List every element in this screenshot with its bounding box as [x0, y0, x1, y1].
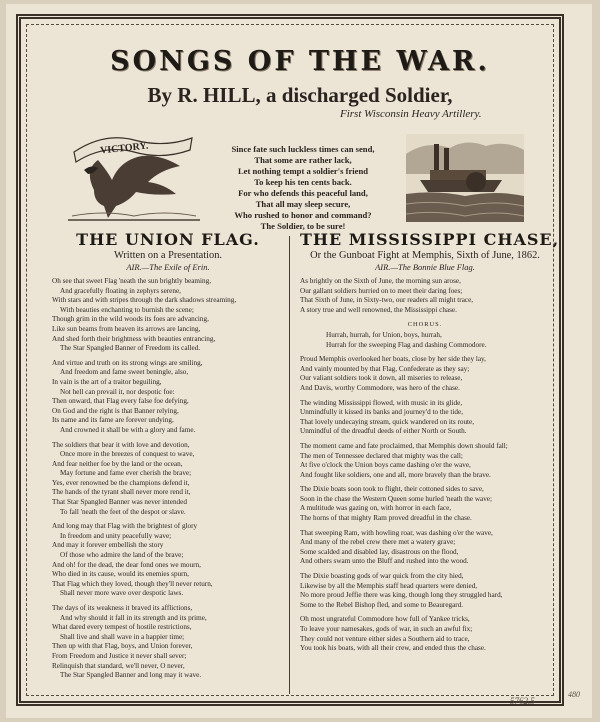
lyric-line: The moment came and fate proclaimed, that Memphis down should fall; [300, 441, 508, 450]
song-title-union-flag: THE UNION FLAG. [76, 230, 260, 249]
lyric-line: The men of Tennessee declared that mighty was the call; [300, 451, 463, 460]
song-title-mississippi-chase: THE MISSISSIPPI CHASE, [300, 230, 560, 249]
verse-line: Since fate such luckless times can send, [231, 144, 375, 154]
lyric-line: May fortune and fame ever cherish the brave; [60, 469, 192, 478]
page-number: 480 [568, 690, 580, 699]
lyric-line: And shed forth their brightness with beauties entrancing, [52, 334, 216, 343]
verse-line: For who defends this peaceful land, [238, 188, 368, 198]
stanza [300, 399, 550, 437]
lyric-line: And vainly mounted by that Flag, Confederate as they say; [300, 364, 470, 373]
lyric-line: With stars and with stripes through the dark shadows streaming, [52, 296, 237, 305]
regiment-line: First Wisconsin Heavy Artillery. [340, 108, 482, 120]
lyric-line: To fall 'neath the feet of the despot or slave. [60, 507, 186, 516]
chorus-line: Hurrah, hurrah, for Union, boys, hurrah, [326, 330, 442, 339]
lyric-line: Its name and its fame are forever undying, [52, 416, 174, 425]
lyric-line: Soon in the chase the Western Queen some hurled 'neath the wave; [300, 494, 492, 503]
lyric-line: With beauties enchanting to burnish the scene; [60, 305, 194, 314]
lyric-line: They could not venture either sides a Southern aid to trace, [300, 634, 470, 643]
lyric-line: And why should it fall in its strength and its prime, [60, 613, 207, 622]
lyric-line: Relinquish that standard, we'll never, O never, [52, 661, 185, 670]
stanza [300, 529, 550, 567]
chorus [300, 331, 550, 350]
author-byline: By R. HILL, a discharged Soldier, [147, 83, 453, 107]
lyric-line: The Star Spangled Banner and long may it wave. [60, 671, 202, 680]
stanza [300, 572, 550, 610]
lyric-line: At five o'clock the Union boys came dashing o'er the wave, [300, 461, 471, 470]
lyric-line: The Star Spangled Banner of Freedom its called. [60, 344, 201, 353]
song-air: AIR.—The Exile of Erin. [126, 262, 210, 272]
lyric-line: Of those who admire the land of the brave; [60, 551, 184, 560]
eagle-illustration [64, 130, 204, 226]
stanza [300, 277, 550, 315]
lyric-line: A story true and well renowned, the Mississippi chase. [300, 305, 457, 314]
verse-line: The Soldier, to be sure! [260, 221, 346, 231]
verse-line: That some are rather lack, [254, 155, 352, 165]
page-title: SONGS OF THE WAR. [110, 46, 490, 77]
lyric-line: You took his boats, with all their crew, and ended thus the chase. [300, 644, 486, 653]
lyric-line: The days of its weakness it braved its afflictions, [52, 604, 193, 612]
column-divider [289, 236, 290, 694]
lyric-line: Then up with that Flag, boys, and Union forever, [52, 642, 193, 651]
lyric-line: The hands of the tyrant shall never more rend it, [52, 488, 191, 497]
lyric-line: And oh! for the dead, the dear fond ones we mourn, [52, 560, 201, 569]
lyric-line: And fought like soldiers, one and all, more bravely than the brave. [300, 470, 491, 479]
lyric-line: Then onward, that Flag every false foe defying, [52, 397, 189, 406]
intro-verse [200, 144, 406, 232]
stanza [52, 522, 284, 599]
lyric-line: Though grim in the wild woods its foes are advancing, [52, 315, 209, 324]
lyric-line: Some to the Rebel Bishop fled, and some to Beauregard. [300, 600, 464, 609]
lyric-line: And fear neither foe by the land or the ocean, [52, 459, 183, 468]
lyric-line: And gracefully floating in zephyrs serene, [60, 286, 181, 295]
lyric-line: The winding Mississippi flowed, with music in its glide, [300, 398, 463, 407]
union-flag-column [52, 230, 284, 686]
lyric-line: That Sixth of June, in Sixty-two, our readers all might trace, [300, 296, 474, 305]
mississippi-chase-column [300, 230, 560, 659]
mississippi-stanzas [300, 355, 550, 654]
song-subtitle: Or the Gunboat Fight at Memphis, Sixth of June, 1862. [310, 250, 540, 261]
stanza [52, 359, 284, 436]
stanza [300, 355, 550, 393]
lyric-line: The Dixie boats soon took to flight, their cottoned sides to save, [300, 485, 484, 494]
lyric-line: And may it forever embellish the story [52, 541, 164, 550]
lyric-line: And many of the rebel crew there met a watery grave; [300, 538, 456, 547]
lyric-line: The soldiers that bear it with love and devotion, [52, 440, 190, 449]
lyric-line: Unmindfully it kissed its banks and journey'd to the tide, [300, 408, 463, 417]
verse-line: Who rushed to honor and command? [234, 210, 372, 220]
lyric-line: Shall live and shall wave in a happier time; [60, 632, 185, 641]
lyric-line: From Freedom and Justice it never shall sever; [52, 651, 187, 660]
union-flag-lyrics [52, 277, 284, 681]
chorus-line: Hurrah for the sweeping Flag and dashing Commodore. [326, 340, 487, 349]
lyric-line: In freedom and unity peacefully wave; [60, 531, 172, 540]
lyric-line: And others swam unto the Bluff and rushed into the wood. [300, 557, 469, 566]
stanza [300, 442, 550, 480]
lyric-line: And virtue and truth on its strong wings are smiling, [52, 358, 203, 367]
stanza [300, 485, 550, 523]
lyric-line: Our valiant soldiers took it down, all miseries to release, [300, 374, 463, 383]
stanza [52, 441, 284, 518]
stanza [300, 615, 550, 653]
lyric-line: The Dixie boasting gods of war quick from the city hied, [300, 572, 464, 581]
song-air: AIR.—The Bonnie Blue Flag. [375, 262, 475, 272]
lyric-line: That Flag which they loved, though they'll never return, [52, 579, 213, 588]
lyric-line: Like sun beams from heaven its arrows are lancing, [52, 324, 201, 333]
verse-line: To keep his ten cents back. [254, 177, 352, 187]
lyric-line: Unmindful of the dreadful deeds of either North or South. [300, 427, 467, 436]
lyric-line: Not hell can prevail it, nor despotic foe: [60, 387, 175, 396]
lyric-line: Yes, ever renowned be the champions defend it, [52, 478, 190, 487]
steamboat-illustration [406, 134, 524, 222]
chorus-heading: CHORUS. [407, 321, 443, 329]
lyric-line: That lovely undecaying stream, quick wandered on its route, [300, 417, 475, 426]
lyric-line: Our gallant soldiers hurried on to meet their daring foes; [300, 286, 463, 295]
verse-line: Let nothing tempt a soldier's friend [237, 166, 369, 176]
lyric-line: As brightly on the Sixth of June, the morning sun arose, [300, 277, 461, 285]
lyric-line: And crowned it shall be with a glory and fame. [60, 425, 196, 434]
catalog-mark: 5762.5 [510, 696, 535, 706]
lyric-line: And long may that Flag with the brightest of glory [52, 522, 198, 531]
lyric-line: Oh most ungrateful Commodore how full of Yankee tricks, [300, 615, 470, 624]
stanza [52, 277, 284, 354]
lyric-line: Proud Memphis overlooked her boats, close by her side they lay, [300, 355, 486, 364]
lyric-line: The horns of that mighty Ram proved dreadful in the chase. [300, 514, 472, 523]
lyric-line: On God and the right is that Banner relying, [52, 406, 179, 415]
lyric-line: Shall never more wave over despotic laws. [60, 589, 184, 598]
lyric-line: Who died in its cause, would its enemies spurn, [52, 570, 189, 579]
lyric-line: No more proud Jeffie there was king, though long they struggled hard, [300, 591, 503, 600]
song-subtitle: Written on a Presentation. [113, 250, 223, 261]
verse-line: That all may sleep secure, [255, 199, 351, 209]
lyric-line: That sweeping Ram, with howling roar, was dashing o'er the wave, [300, 528, 493, 537]
lyric-line: And freedom and fame sweet beningle, also, [60, 368, 189, 377]
lyric-line: A multitude was gazing on, with horror in each face, [300, 504, 452, 513]
lyric-line: What dared every tempest of hostile restrictions, [52, 623, 192, 632]
lyric-line: Oh see that sweet Flag 'neath the sun brightly beaming, [52, 277, 211, 285]
mississippi-chase-lyrics [300, 277, 550, 654]
lyric-line: In vain is the art of a traitor beguiling, [52, 377, 162, 386]
victory-banner-text: VICTORY. [99, 140, 149, 157]
lyric-line: To leave your namesakes, gods of war, in such an awful fix; [300, 625, 473, 633]
lyric-line: Some scalded and disabled lay, disastrous on the flood, [300, 547, 459, 556]
lyric-line: Once more in the breezes of conquest to wave, [60, 450, 195, 459]
lyric-line: And Davis, worthy Commodore, was hero of the chase. [300, 383, 460, 392]
stanza [52, 604, 284, 681]
lyric-line: Likewise by all the Memphis staff head quarters were denied, [300, 581, 478, 590]
lyric-line: That Star Spangled Banner was never intended [52, 498, 187, 507]
